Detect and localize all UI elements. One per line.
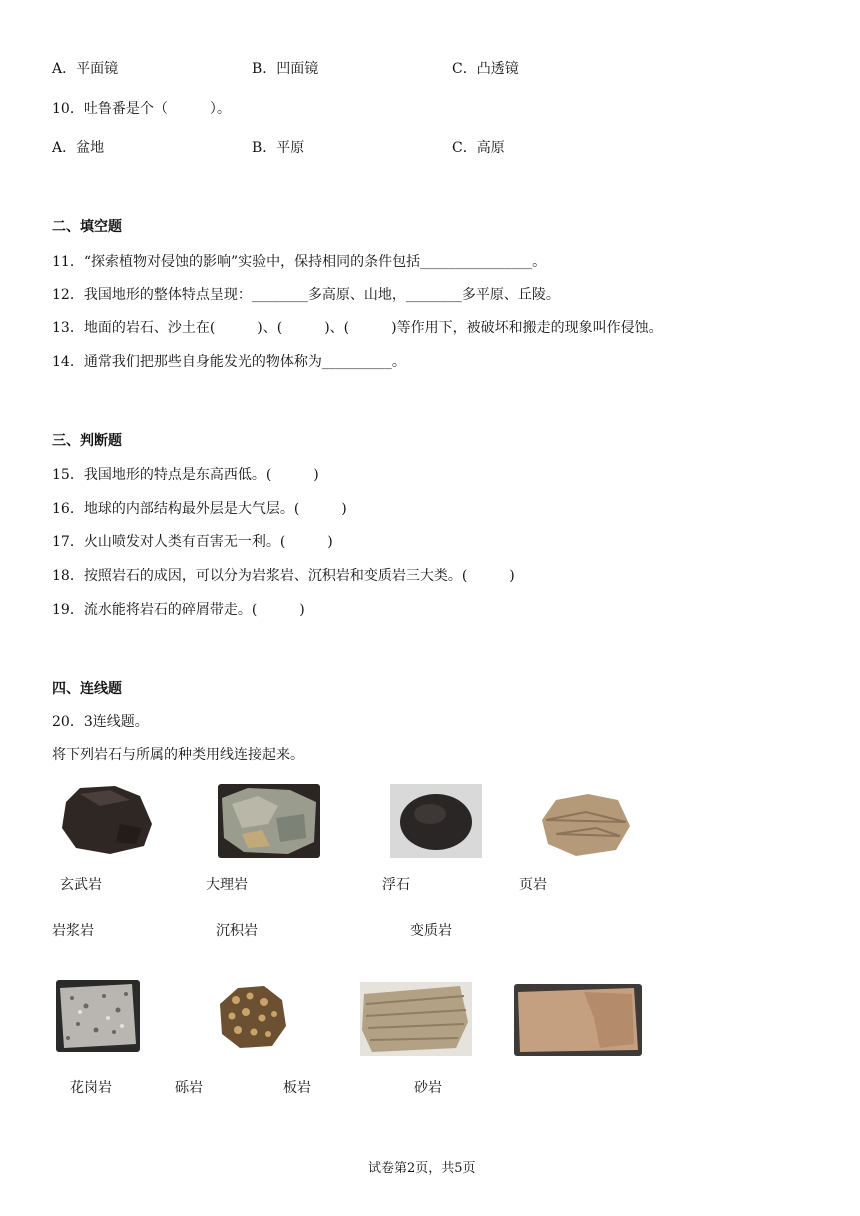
bottom-rock-label-slate: 板岩 <box>283 1080 311 1096</box>
bottom-rock-label-granite: 花岗岩 <box>70 1080 112 1096</box>
q19: 19．流水能将岩石的碎屑带走。( ) <box>52 602 305 618</box>
q18: 18．按照岩石的成因，可以分为岩浆岩、沉积岩和变质岩三大类。( ) <box>52 568 515 584</box>
q10-option-b: B．平原 <box>252 140 305 156</box>
top-rock-label-shale: 页岩 <box>519 877 547 893</box>
sandstone-image <box>514 984 642 1056</box>
category-sedimentary: 沉积岩 <box>216 923 258 939</box>
section2-title: 二、填空题 <box>52 219 122 235</box>
q12: 12．我国地形的整体特点呈现：________多高原、山地，________多平原、丘陵。 <box>52 287 560 303</box>
shale-image <box>536 790 634 858</box>
q20: 20．3连线题。 <box>52 714 149 730</box>
q16: 16．地球的内部结构最外层是大气层。( ) <box>52 501 347 517</box>
basalt-image <box>60 784 156 856</box>
bottom-rock-label-conglomerate: 砾岩 <box>175 1080 203 1096</box>
q9-option-a: A．平面镜 <box>52 61 119 77</box>
marble-image <box>218 784 320 858</box>
section4-title: 四、连线题 <box>52 681 122 697</box>
q14: 14．通常我们把那些自身能发光的物体称为__________。 <box>52 354 406 370</box>
page-footer: 试卷第2页，共5页 <box>368 1161 476 1176</box>
q17: 17．火山喷发对人类有百害无一利。( ) <box>52 534 333 550</box>
conglomerate-image <box>212 982 290 1052</box>
q20-instruction: 将下列岩石与所属的种类用线连接起来。 <box>52 747 304 763</box>
top-rock-label-pumice: 浮石 <box>382 877 410 893</box>
pumice-image <box>390 784 482 858</box>
granite-image <box>56 980 140 1052</box>
slate-image <box>360 982 472 1056</box>
q15: 15．我国地形的特点是东高西低。( ) <box>52 467 319 483</box>
q9-option-b: B．凹面镜 <box>252 61 319 77</box>
section3-title: 三、判断题 <box>52 433 122 449</box>
q10-question: 10．吐鲁番是个（ ）。 <box>52 101 231 117</box>
q9-option-c: C．凸透镜 <box>452 61 519 77</box>
q10-option-a: A．盆地 <box>52 140 105 156</box>
category-igneous: 岩浆岩 <box>52 923 94 939</box>
q11: 11．“探索植物对侵蚀的影响”实验中，保持相同的条件包括________________。 <box>52 254 547 270</box>
q10-option-c: C．高原 <box>452 140 505 156</box>
bottom-rock-label-sandstone: 砂岩 <box>414 1080 442 1096</box>
q13: 13．地面的岩石、沙土在( )、( )、( )等作用下，被破坏和搬走的现象叫作侵蚀。 <box>52 320 663 336</box>
top-rock-label-marble: 大理岩 <box>206 877 248 893</box>
category-metamorphic: 变质岩 <box>410 923 452 939</box>
top-rock-label-basalt: 玄武岩 <box>60 877 102 893</box>
